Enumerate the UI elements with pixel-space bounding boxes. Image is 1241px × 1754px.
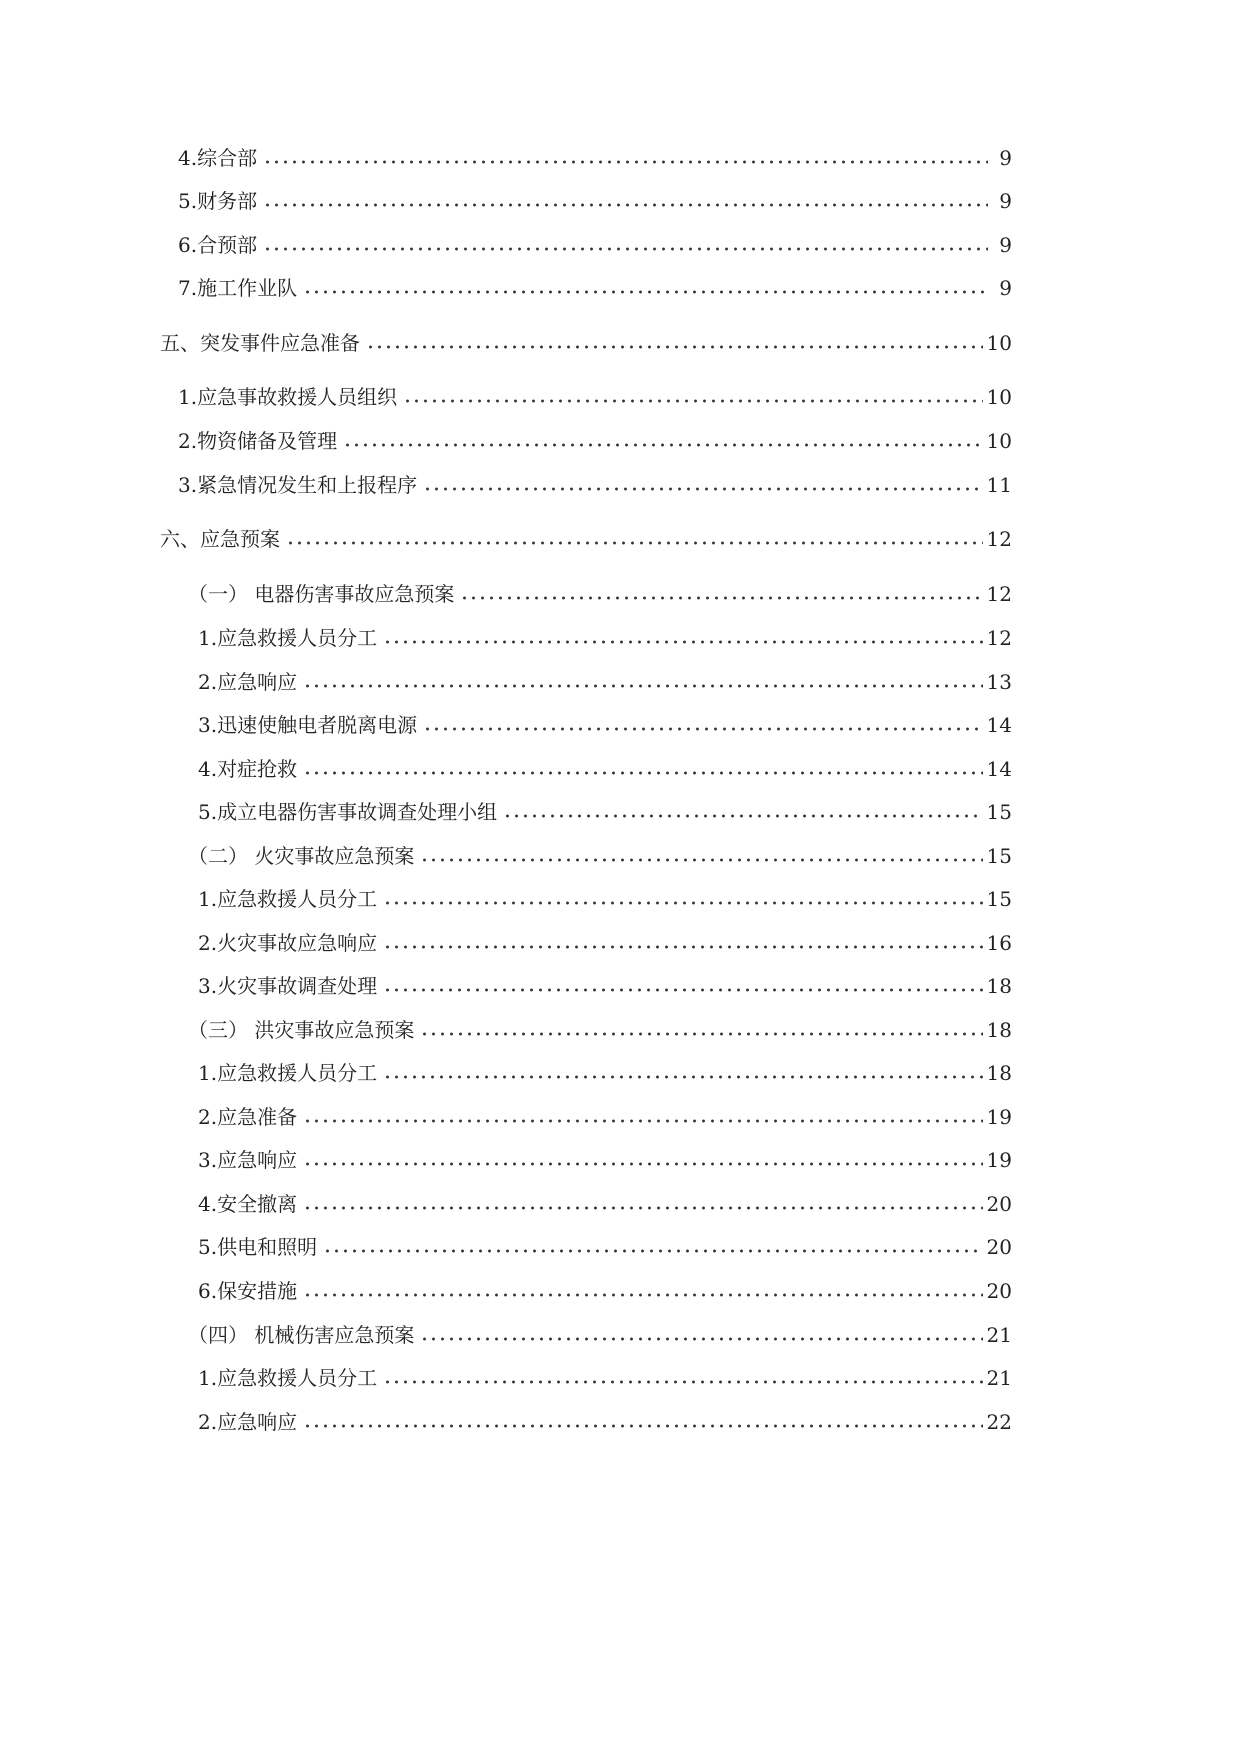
toc-entry-title: 1.应急救援人员分工 [198, 1366, 378, 1390]
toc-subsection-entry[interactable] [188, 836, 1012, 868]
toc-dot-leader [383, 931, 982, 955]
toc-entry-title: 4.综合部 [178, 146, 258, 170]
toc-dot-leader [263, 233, 988, 257]
toc-dot-leader [383, 1366, 982, 1390]
toc-dot-leader [420, 844, 982, 868]
toc-dot-leader [383, 887, 982, 911]
toc-entry-title: （三） 洪灾事故应急预案 [188, 1018, 415, 1042]
toc-entry-title: 1.应急事故救援人员组织 [178, 385, 398, 409]
toc-subsection-entry[interactable] [188, 1315, 1012, 1347]
toc-entry-title: 1.应急救援人员分工 [198, 626, 378, 650]
toc-page-number: 18 [986, 974, 1012, 998]
toc-entry[interactable] [198, 1053, 1012, 1085]
toc-entry-title: 3.应急响应 [198, 1148, 298, 1172]
toc-entry-title: （一） 电器伤害事故应急预案 [188, 582, 455, 606]
toc-entry[interactable] [178, 268, 1012, 300]
toc-entry[interactable] [178, 421, 1012, 453]
toc-entry[interactable] [178, 465, 1012, 497]
toc-page-number: 11 [986, 473, 1012, 497]
toc-entry-title: 6.保安措施 [198, 1279, 298, 1303]
toc-page-number: 20 [986, 1279, 1012, 1303]
toc-dot-leader [303, 1410, 982, 1434]
toc-entry-title: 2.火灾事故应急响应 [198, 931, 378, 955]
toc-page-number: 14 [986, 713, 1012, 737]
toc-dot-leader [383, 1061, 982, 1085]
toc-entry-title: 2.应急响应 [198, 670, 298, 694]
toc-page-number: 19 [986, 1148, 1012, 1172]
toc-dot-leader [366, 331, 983, 355]
toc-page-number: 22 [986, 1410, 1012, 1434]
toc-dot-leader [323, 1235, 982, 1259]
toc-entry-title: 6.合预部 [178, 233, 258, 257]
toc-entry[interactable] [198, 618, 1012, 650]
toc-entry[interactable] [198, 1227, 1012, 1259]
toc-page-number: 16 [986, 931, 1012, 955]
toc-entry-title: 六、应急预案 [160, 527, 280, 551]
toc-dot-leader [303, 1192, 982, 1216]
toc-dot-leader [303, 276, 988, 300]
toc-entry[interactable] [198, 662, 1012, 694]
toc-entry[interactable] [198, 792, 1012, 824]
toc-entry-title: （二） 火灾事故应急预案 [188, 844, 415, 868]
toc-page-number: 10 [986, 385, 1012, 409]
toc-page-number: 9 [999, 233, 1012, 257]
toc-entry[interactable] [198, 749, 1012, 781]
toc-entry-title: 5.供电和照明 [198, 1235, 318, 1259]
toc-page-number: 21 [986, 1323, 1012, 1347]
toc-entry[interactable] [198, 1184, 1012, 1216]
toc-page-number: 20 [986, 1192, 1012, 1216]
toc-entry[interactable] [198, 705, 1012, 737]
toc-dot-leader [383, 626, 982, 650]
toc-dot-leader [303, 757, 982, 781]
toc-entry-title: 3.迅速使触电者脱离电源 [198, 713, 418, 737]
toc-dot-leader [303, 1148, 982, 1172]
toc-page-number: 20 [986, 1235, 1012, 1259]
toc-entry[interactable] [198, 1358, 1012, 1390]
toc-section-entry[interactable] [160, 323, 1012, 355]
toc-page-number: 14 [986, 757, 1012, 781]
toc-page-number: 10 [986, 429, 1012, 453]
toc-dot-leader [423, 713, 982, 737]
toc-entry[interactable] [178, 377, 1012, 409]
toc-dot-leader [343, 429, 982, 453]
toc-dot-leader [303, 1105, 982, 1129]
toc-dot-leader [303, 670, 982, 694]
toc-entry-title: 1.应急救援人员分工 [198, 1061, 378, 1085]
toc-page-number: 12 [986, 582, 1012, 606]
toc-entry-title: 3.紧急情况发生和上报程序 [178, 473, 418, 497]
toc-page-number: 10 [986, 331, 1012, 355]
toc-entry-title: 4.对症抢救 [198, 757, 298, 781]
toc-entry-title: （四） 机械伤害应急预案 [188, 1323, 415, 1347]
toc-entry-title: 4.安全撤离 [198, 1192, 298, 1216]
toc-entry-title: 3.火灾事故调查处理 [198, 974, 378, 998]
toc-entry[interactable] [178, 138, 1012, 170]
toc-page-number: 18 [986, 1018, 1012, 1042]
toc-entry-title: 2.应急响应 [198, 1410, 298, 1434]
toc-page-number: 13 [986, 670, 1012, 694]
toc-page-number: 19 [986, 1105, 1012, 1129]
toc-dot-leader [403, 385, 982, 409]
toc-dot-leader [420, 1323, 982, 1347]
toc-page-number: 15 [986, 887, 1012, 911]
toc-entry[interactable] [198, 966, 1012, 998]
toc-entry[interactable] [178, 181, 1012, 213]
toc-entry[interactable] [178, 225, 1012, 257]
toc-page-number: 12 [986, 527, 1012, 551]
toc-entry[interactable] [198, 1402, 1012, 1434]
toc-entry[interactable] [198, 1140, 1012, 1172]
toc-dot-leader [503, 800, 982, 824]
toc-dot-leader [263, 189, 988, 213]
toc-entry-title: 7.施工作业队 [178, 276, 298, 300]
toc-page-number: 15 [986, 800, 1012, 824]
toc-entry-title: 2.应急准备 [198, 1105, 298, 1129]
toc-entry-title: 5.成立电器伤害事故调查处理小组 [198, 800, 498, 824]
toc-section-entry[interactable] [160, 519, 1012, 551]
toc-page-number: 21 [986, 1366, 1012, 1390]
toc-dot-leader [423, 473, 982, 497]
toc-dot-leader [303, 1279, 982, 1303]
toc-subsection-entry[interactable] [188, 1010, 1012, 1042]
toc-entry[interactable] [198, 1097, 1012, 1129]
toc-dot-leader [286, 527, 983, 551]
toc-page-number: 18 [986, 1061, 1012, 1085]
toc-entry-title: 2.物资储备及管理 [178, 429, 338, 453]
toc-page-number: 15 [986, 844, 1012, 868]
toc-dot-leader [460, 582, 982, 606]
toc-entry[interactable] [198, 1271, 1012, 1303]
toc-entry-title: 5.财务部 [178, 189, 258, 213]
toc-dot-leader [383, 974, 982, 998]
toc-page-number: 9 [999, 189, 1012, 213]
toc-entry[interactable] [198, 923, 1012, 955]
toc-subsection-entry[interactable] [188, 574, 1012, 606]
toc-page-number: 12 [986, 626, 1012, 650]
toc-entry[interactable] [198, 879, 1012, 911]
toc-dot-leader [263, 146, 988, 170]
toc-page-number: 9 [999, 276, 1012, 300]
toc-page-number: 9 [999, 146, 1012, 170]
toc-entry-title: 五、突发事件应急准备 [160, 331, 360, 355]
toc-entry-title: 1.应急救援人员分工 [198, 887, 378, 911]
toc-dot-leader [420, 1018, 982, 1042]
